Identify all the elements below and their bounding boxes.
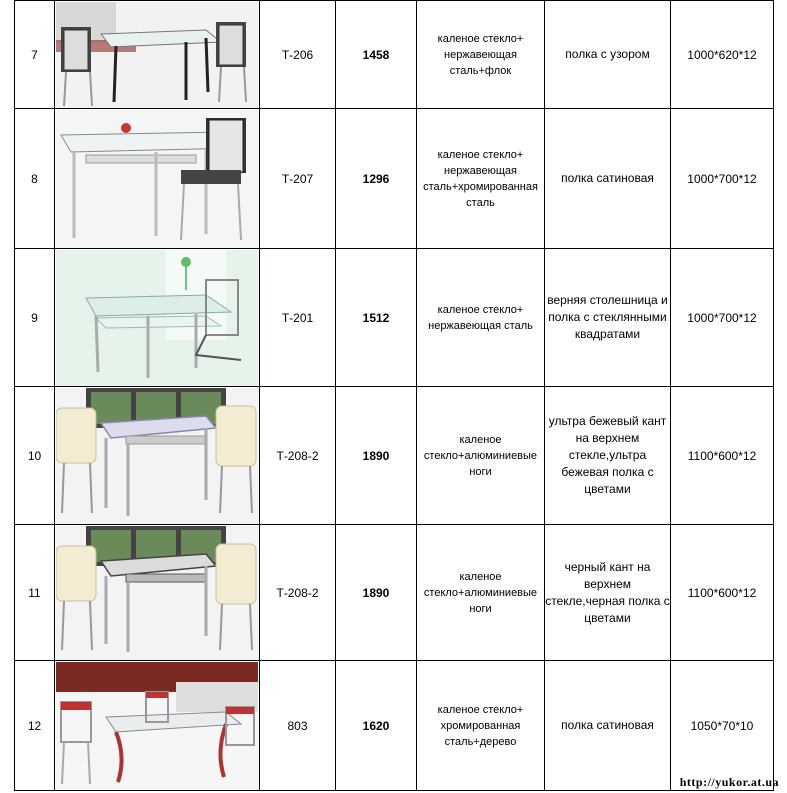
model-code: Т-207 [260, 109, 336, 249]
row-number: 9 [15, 249, 55, 387]
table-photo-icon [56, 2, 258, 108]
material: каленое стекло+ хромированная сталь+дерево [417, 661, 545, 791]
price: 1620 [336, 661, 417, 791]
feature: полка сатиновая [545, 109, 671, 249]
dimensions: 1100*600*12 [671, 387, 774, 525]
product-photo-cell [55, 109, 260, 249]
product-photo-cell [55, 1, 260, 109]
table-row [15, 661, 774, 791]
dimensions: 1050*70*10 [671, 661, 774, 791]
row-number: 11 [15, 525, 55, 661]
price: 1458 [336, 1, 417, 109]
table-row [15, 109, 774, 249]
feature: полка с узором [545, 1, 671, 109]
table-row [15, 1, 774, 109]
price: 1890 [336, 525, 417, 661]
product-photo-cell [55, 661, 260, 791]
model-code: Т-208-2 [260, 387, 336, 525]
row-number: 7 [15, 1, 55, 109]
table-photo-icon [56, 662, 258, 790]
table-photo-icon [56, 526, 258, 660]
table-row [15, 525, 774, 661]
product-photo-cell [55, 249, 260, 387]
model-code: Т-208-2 [260, 525, 336, 661]
material: каленое стекло+ нержавеющая сталь [417, 249, 545, 387]
product-photo-cell [55, 387, 260, 525]
model-code: Т-206 [260, 1, 336, 109]
feature: ультра бежевый кант на верхнем стекле,ультра бежевая полка с цветами [545, 387, 671, 525]
table-photo-icon [56, 250, 258, 386]
table-row [15, 249, 774, 387]
dimensions: 1000*620*12 [671, 1, 774, 109]
material: каленое стекло+ нержавеющая сталь+флок [417, 1, 545, 109]
feature: черный кант на верхнем стекле,черная полка с цветами [545, 525, 671, 661]
model-code: 803 [260, 661, 336, 791]
dimensions: 1000*700*12 [671, 109, 774, 249]
table-photo-icon [56, 388, 258, 524]
feature: полка сатиновая [545, 661, 671, 791]
price: 1296 [336, 109, 417, 249]
watermark-link[interactable]: http://yukor.at.ua [679, 775, 779, 789]
price: 1512 [336, 249, 417, 387]
table-photo-icon [56, 110, 258, 248]
dimensions: 1000*700*12 [671, 249, 774, 387]
material: каленое стекло+алюминиевые ноги [417, 525, 545, 661]
feature: верняя столешница и полка с стеклянными квадратами [545, 249, 671, 387]
table-row [15, 387, 774, 525]
model-code: Т-201 [260, 249, 336, 387]
material: каленое стекло+ нержавеющая сталь+хромированная сталь [417, 109, 545, 249]
catalog-table [14, 0, 774, 791]
material: каленое стекло+алюминиевые ноги [417, 387, 545, 525]
row-number: 10 [15, 387, 55, 525]
price: 1890 [336, 387, 417, 525]
row-number: 8 [15, 109, 55, 249]
product-photo-cell [55, 525, 260, 661]
dimensions: 1100*600*12 [671, 525, 774, 661]
row-number: 12 [15, 661, 55, 791]
